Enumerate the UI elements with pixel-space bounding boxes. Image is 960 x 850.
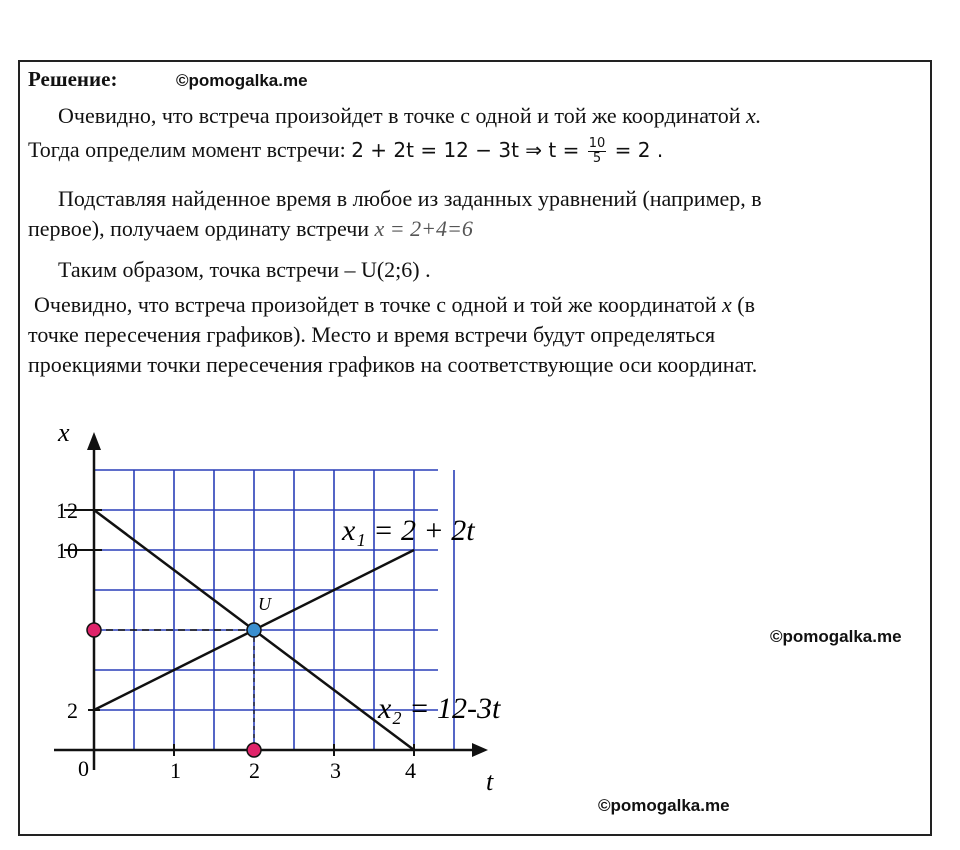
ordinate-formula: x = 2+4=6 <box>374 216 473 241</box>
p1-text: Очевидно, что встреча произойдет в точке с одной и той же координатой <box>58 103 741 128</box>
equation-left: 2 + 2t = 12 − 3t ⇒ t = <box>351 138 580 162</box>
p4-tail: (в <box>737 292 755 317</box>
equation-right: = 2 . <box>614 138 664 162</box>
watermark-bottom: ©pomogalka.me <box>598 796 730 815</box>
p1-variable: x. <box>745 103 762 128</box>
intersection-point-u <box>247 623 261 637</box>
paragraph-4-line-3: проекциями точки пересечения графиков на соответствующие оси координат. <box>28 352 758 377</box>
t-tick-label-3: 3 <box>330 758 341 783</box>
paragraph-4-line-2: точке пересечения графиков). Место и время встречи будут определяться <box>28 322 716 347</box>
x-tick-label-12: 12 <box>56 498 78 523</box>
fraction-numerator: 10 <box>588 136 606 151</box>
x-axis-arrow-icon <box>87 432 101 450</box>
solution-heading: Решение: <box>28 67 118 91</box>
projection-point <box>87 623 101 637</box>
t-tick-label-1: 1 <box>170 758 181 783</box>
p1-line2-text: Тогда определим момент встречи: <box>28 137 346 162</box>
line1-label: x₁ = 2 + 2t <box>342 514 475 547</box>
x-tick-label-10: 10 <box>56 538 78 563</box>
origin-label: 0 <box>78 756 89 781</box>
t-tick-label-4: 4 <box>405 758 416 783</box>
p2-text: первое), получаем ординату встречи <box>28 216 370 241</box>
paragraph-2-line-1: Подставляя найденное время в любое из заданных уравнений (например, в <box>58 186 762 211</box>
meeting-point-sentence: Таким образом, точка встречи – U(2;6) . <box>58 257 431 282</box>
watermark-top: ©pomogalka.me <box>176 71 308 90</box>
point-u-label: U <box>258 594 271 614</box>
p4-variable: x <box>721 292 732 317</box>
projection-point <box>247 743 261 757</box>
line2-label: x₂ = 12-3t <box>378 692 501 725</box>
p4-text: Очевидно, что встреча произойдет в точке с одной и той же координатой <box>34 292 717 317</box>
fraction-denominator: 5 <box>592 151 602 166</box>
t-axis-arrow-icon <box>472 743 488 757</box>
t-axis-label: t <box>486 767 494 796</box>
watermark-middle: ©pomogalka.me <box>770 627 902 646</box>
t-tick-label-2: 2 <box>249 758 260 783</box>
x-axis-label: x <box>58 418 70 447</box>
x-tick-label-2: 2 <box>67 698 78 723</box>
